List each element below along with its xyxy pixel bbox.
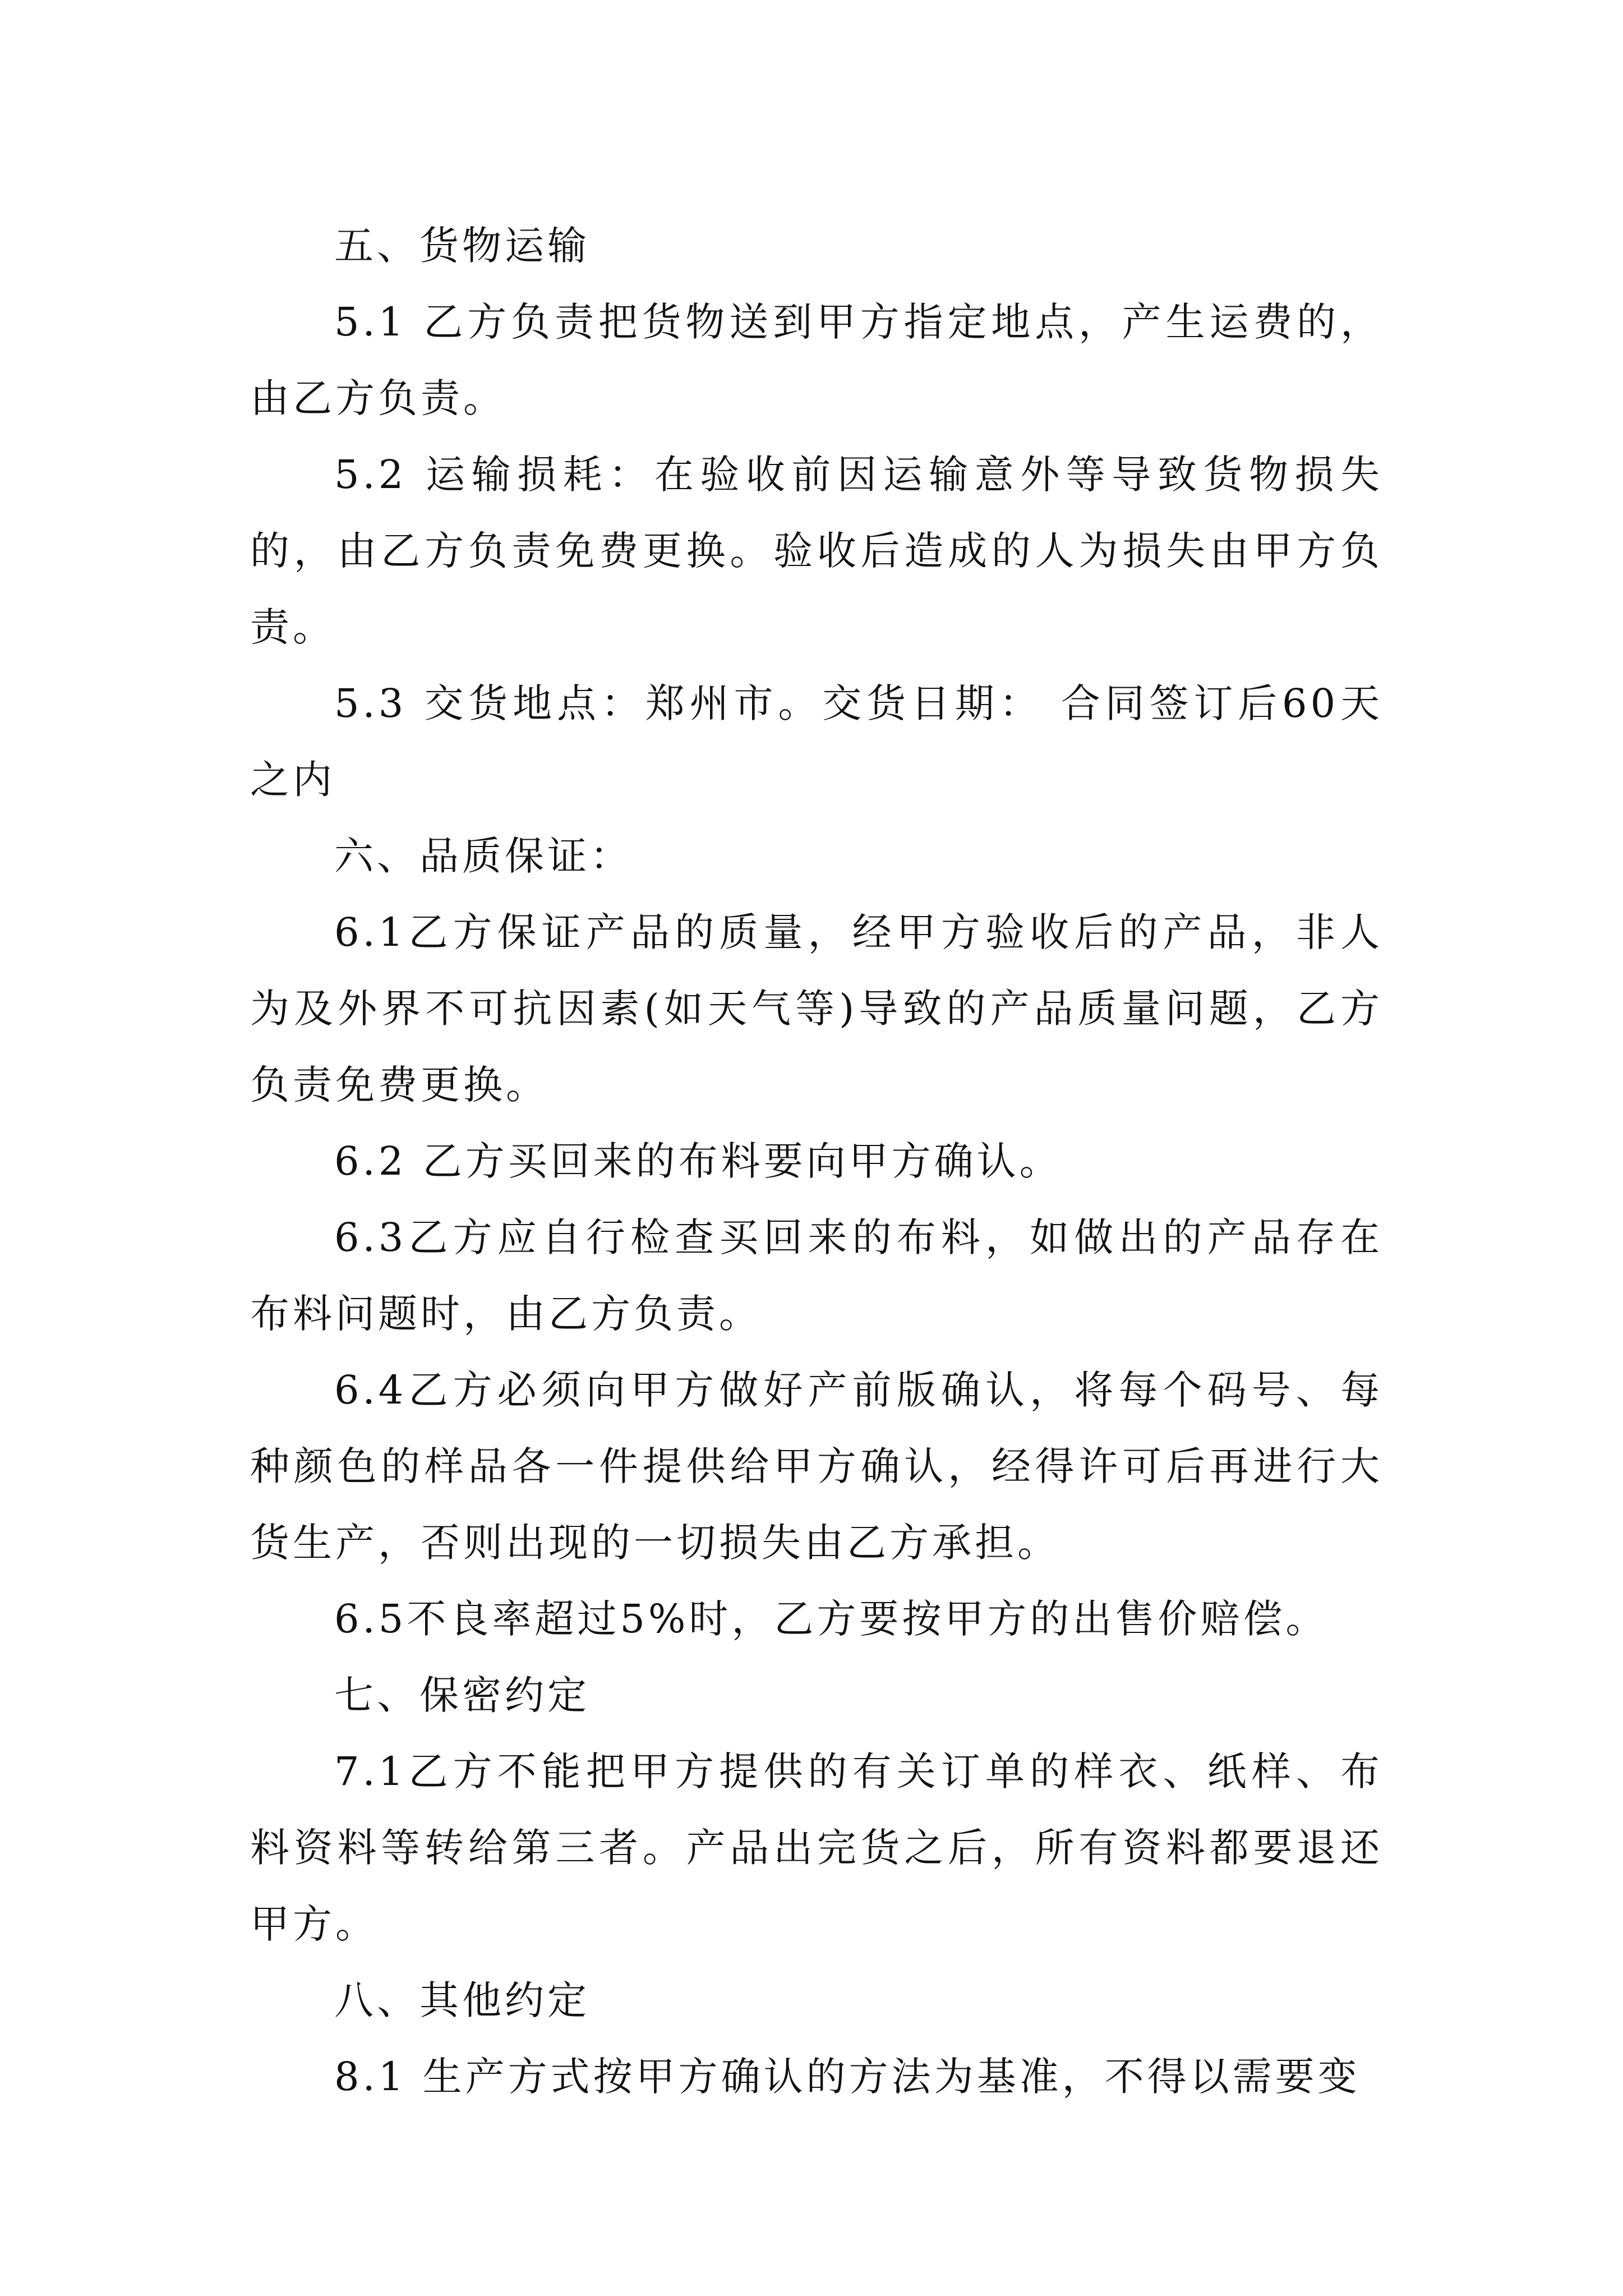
clause-6-4: 6.4乙方必须向甲方做好产前版确认，将每个码号、每种颜色的样品各一件提供给甲方确认，经得许可后再进行大货生产，否则出现的一切损失由乙方承担。 <box>250 1367 1383 1566</box>
section-heading-quality: 六、品质保证： <box>334 833 633 879</box>
clause-7-1: 7.1乙方不能把甲方提供的有关订单的样衣、纸样、布料资料等转给第三者。产品出完货之后，所有资料都要退还甲方。 <box>250 1749 1383 1947</box>
clause-6-1: 6.1乙方保证产品的质量，经甲方验收后的产品，非人为及外界不可抗因素(如天气等)导致的产品质量问题，乙方负责免费更换。 <box>250 909 1383 1108</box>
section-heading-confidentiality: 七、保密约定 <box>334 1672 590 1718</box>
clause-5-2: 5.2 运输损耗：在验收前因运输意外等导致货物损失的，由乙方负责免费更换。验收后造成的人为损失由甲方负责。 <box>250 452 1383 650</box>
document-body <box>250 208 1383 2115</box>
clause-6-2: 6.2 乙方买回来的布料要向甲方确认。 <box>334 1138 1062 1184</box>
section-heading-other: 八、其他约定 <box>334 1977 590 2023</box>
section-heading-transport: 五、货物运输 <box>334 223 590 269</box>
clause-6-3: 6.3乙方应自行检查买回来的布料，如做出的产品存在布料问题时，由乙方负责。 <box>250 1214 1383 1337</box>
clause-6-5: 6.5不良率超过5%时，乙方要按甲方的出售价赔偿。 <box>334 1596 1329 1642</box>
clause-5-3: 5.3 交货地点：郑州市。交货日期： 合同签订后60天之内 <box>250 680 1383 803</box>
clause-5-1: 5.1 乙方负责把货物送到甲方指定地点，产生运费的，由乙方负责。 <box>250 299 1383 421</box>
clause-8-1: 8.1 生产方式按甲方确认的方法为基准，不得以需要变 <box>334 2054 1361 2100</box>
